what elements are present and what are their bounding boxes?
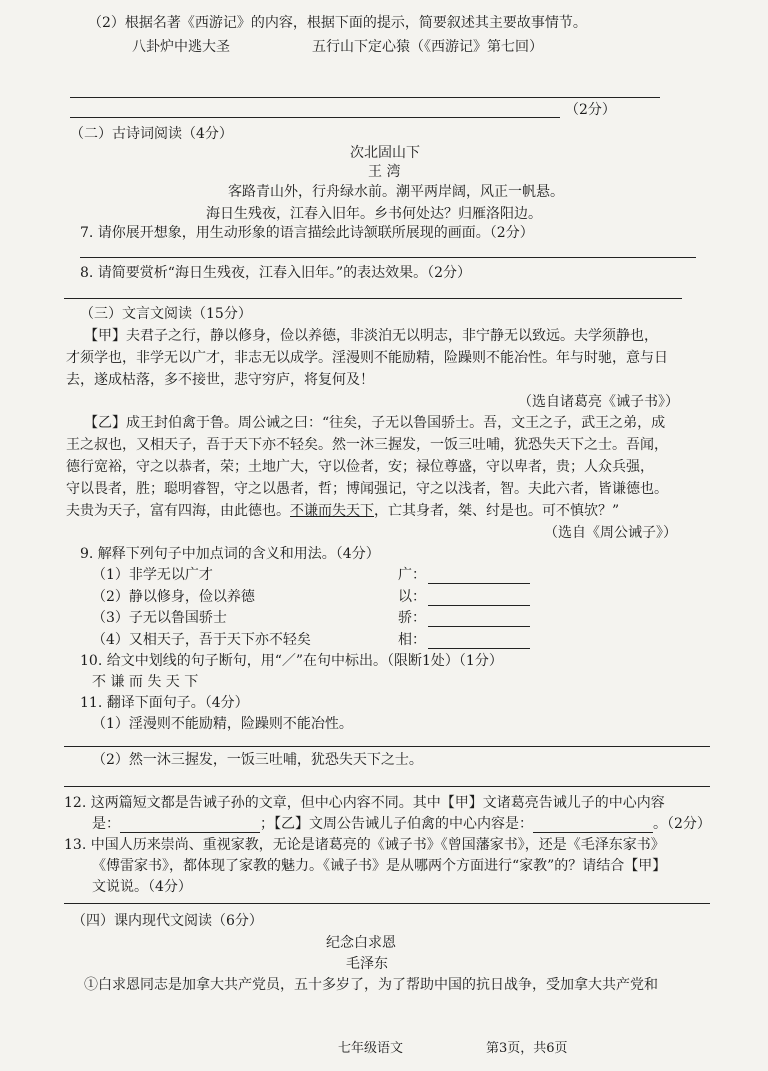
answer-line [64,786,710,787]
q13-line-3: 文说说。（4分） [92,879,192,895]
q9-item-sentence: （1）非学无以广才 [92,567,213,583]
answer-blank[interactable] [533,818,653,833]
passage-yi-text: 夫贵为天子，富有四海，由此德也。 [66,503,290,519]
q6-intro: （2）根据名著《西游记》的内容，根据下面的提示，简要叙述其主要故事情节。 [88,15,587,31]
answer-blank[interactable] [428,648,530,649]
passage-yi-line [66,502,619,520]
poem-section-heading: （二）古诗词阅读（4分） [70,126,233,142]
answer-line [64,298,682,299]
answer-blank[interactable] [428,583,530,584]
q9-item-sentence: （4）又相天子，吾于天下亦不轻矣 [92,632,311,648]
answer-line [80,257,696,258]
q9-item-word: 广： [398,567,426,583]
q9-item-word: 以： [398,589,426,605]
q12-text: 是： [92,816,120,832]
answer-blank[interactable] [428,605,530,606]
q12-line-2 [92,815,711,833]
passage-yi-line: 守以畏者，胜；聪明睿智，守之以愚者，哲；博闻强记，守之以浅者，智。夫此六者，皆谦德也。 [66,481,668,497]
q6-hint-b: 五行山下定心猿（《西游记》第七回） [312,39,543,55]
answer-blank[interactable] [120,818,260,833]
q9-item-word: 相： [398,632,426,648]
q11-prompt: 11. 翻译下面句子。（4分） [80,695,249,711]
q9-item-sentence: （3）子无以鲁国骄士 [92,610,227,626]
answer-line [70,117,560,118]
q7-prompt: 7. 请你展开想象，用生动形象的语言描绘此诗颔联所展现的画面。（2分） [80,225,534,241]
poem-author: 王 湾 [368,164,401,180]
passage-yi-line: 德行宽裕，守之以恭者，荣；土地广大，守以俭者，安；禄位尊盛，守以卑者，贵；人众兵强， [66,459,654,475]
q10-sentence: 不 谦 而 失 天 下 [92,674,199,690]
passage-jia-line: 【甲】夫君子之行，静以修身，俭以养德，非淡泊无以明志，非宁静无以致远。夫学须静也， [84,328,658,344]
q12-text: ；【乙】文周公告诫儿子伯禽的中心内容是： [260,816,533,832]
footer-page-number: 第3页，共6页 [486,1041,568,1056]
q11-sentence-2: （2）然一沐三握发，一饭三吐哺，犹恐失天下之士。 [92,752,423,768]
q8-prompt: 8. 请简要赏析“海日生残夜，江春入旧年。”的表达效果。（2分） [80,265,472,281]
classical-heading: （三）文言文阅读（15分） [80,306,252,322]
footer-subject: 七年级语文 [338,1041,404,1056]
answer-line [64,746,710,747]
q13-line-1: 13. 中国人历来崇尚、重视家教，无论是诸葛亮的《诫子书》《曾国藩家书》，还是《毛泽东家书》 [64,837,665,853]
passage-jia-source: （选自诸葛亮《诫子书》） [518,394,679,410]
q9-prompt: 9. 解释下列句子中加点词的含义和用法。（4分） [80,546,380,562]
passage-yi-source: （选自《周公诫子》） [544,525,677,541]
q9-item-word: 骄： [398,610,426,626]
modern-paragraph: ①白求恩同志是加拿大共产党员，五十多岁了，为了帮助中国的抗日战争，受加拿大共产党和 [84,977,658,993]
passage-jia-line: 去，遂成枯落，多不接世，悲守穷庐，将复何及！ [66,372,374,388]
poem-line-1: 客路青山外，行舟绿水前。潮平两岸阔，风正一帆悬。 [228,184,564,200]
passage-jia-line: 才须学也，非学无以广才，非志无以成学。淫漫则不能励精，险躁则不能冶性。年与时驰，意与日 [66,350,668,366]
q13-line-2: 《傅雷家书》，都体现了家教的魅力。《诫子书》是从哪两个方面进行“家教”的？请结合【甲】 [92,858,667,874]
q12-text: 。（2分） [653,816,711,832]
q6-score: （2分） [565,102,616,118]
q9-item-sentence: （2）静以修身，俭以养德 [92,589,255,605]
answer-line [64,903,710,904]
answer-line [70,97,660,98]
q10-prompt: 10. 给文中划线的句子断句，用“／”在句中标出。（限断1处）（1分） [80,653,503,669]
q11-sentence-1: （1）淫漫则不能励精，险躁则不能冶性。 [92,716,353,732]
passage-yi-line: 王之叔也，又相天子，吾于天下亦不轻矣。然一沐三握发，一饭三吐哺，犹恐失天下之士。吾闻， [66,437,668,453]
answer-blank[interactable] [428,626,530,627]
modern-heading: （四）课内现代文阅读（6分） [72,913,263,929]
poem-title: 次北固山下 [350,145,420,161]
q12-line-1: 12. 这两篇短文都是告诫子孙的文章，但中心内容不同。其中【甲】文诸葛亮告诫儿子的中心内容 [64,795,665,811]
passage-yi-text: ，亡其身者，桀、纣是也。可不慎欤？” [374,503,620,519]
passage-yi-line: 【乙】成王封伯禽于鲁。周公诫之曰：“往矣，子无以鲁国骄士。吾，文王之子，武王之弟，成 [84,415,666,431]
q6-hint-a: 八卦炉中逃大圣 [132,39,230,55]
modern-title: 纪念白求恩 [326,935,396,951]
underlined-sentence: 不谦而失天下 [290,503,374,519]
poem-line-2: 海日生残夜，江春入旧年。乡书何处达？归雁洛阳边。 [206,206,542,222]
modern-author: 毛泽东 [346,956,388,972]
